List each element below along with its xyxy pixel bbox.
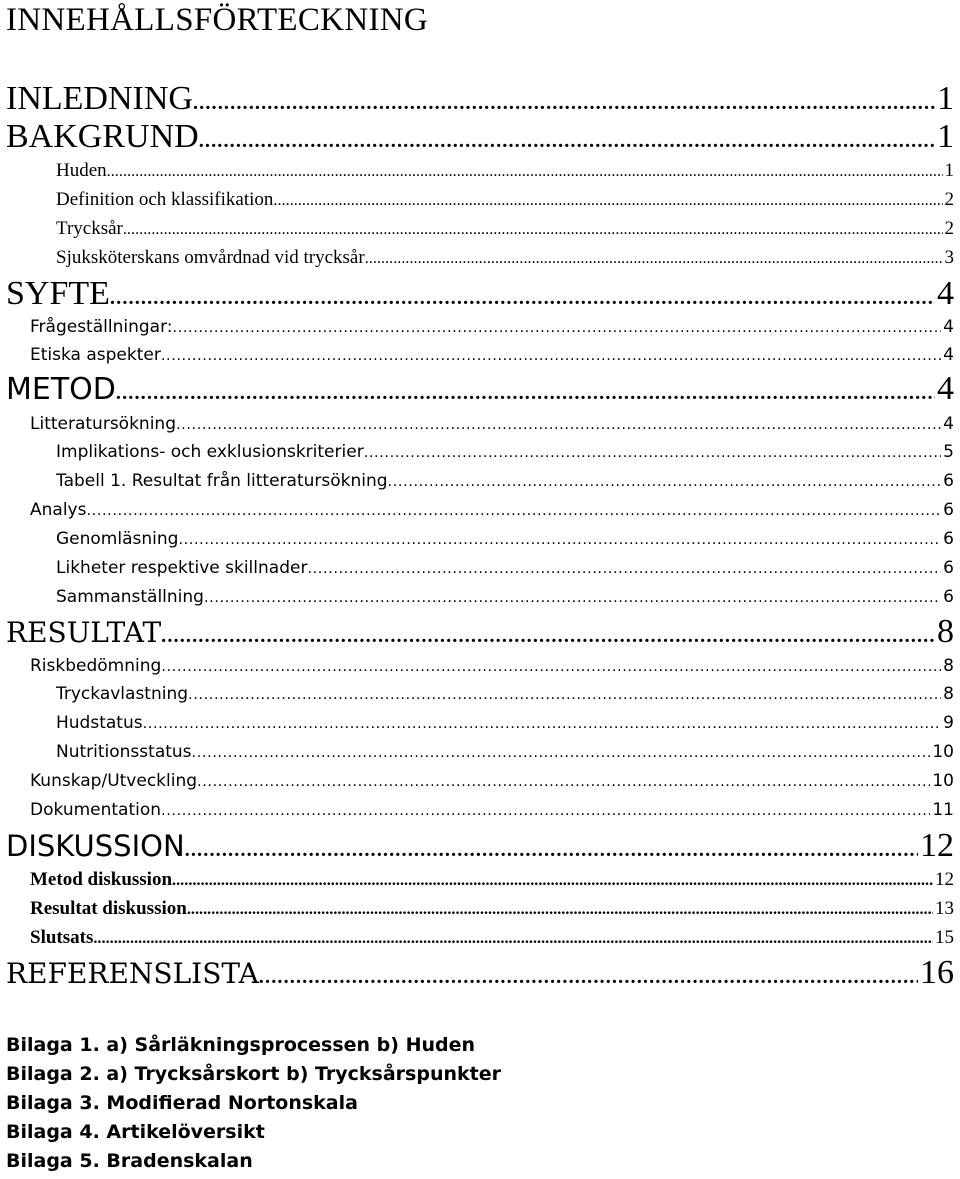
dot-leader bbox=[176, 411, 941, 438]
dot-leader bbox=[259, 958, 918, 992]
dot-leader bbox=[161, 653, 941, 680]
toc-page-number: 6 bbox=[943, 471, 954, 491]
toc-entry-tabell-1[interactable] bbox=[56, 467, 954, 495]
dot-leader bbox=[172, 867, 933, 894]
toc-label: Tabell 1. Resultat från litteratursökning bbox=[56, 471, 388, 491]
toc-entry-likheter[interactable] bbox=[56, 554, 954, 582]
dot-leader bbox=[172, 314, 941, 341]
toc-label: Slutsats bbox=[30, 927, 94, 948]
toc-page-number: 6 bbox=[943, 500, 954, 520]
toc-page-number: 2 bbox=[944, 189, 954, 210]
toc-label: Etiska aspekter bbox=[30, 345, 161, 365]
toc-page-number: 8 bbox=[943, 684, 954, 704]
toc-page-number: 4 bbox=[937, 370, 954, 407]
toc-entry-huden[interactable] bbox=[56, 157, 954, 185]
toc-label: Likheter respektive skillnader bbox=[56, 558, 308, 578]
toc-entry-fragestallningar[interactable] bbox=[30, 313, 954, 341]
toc-entry-litteratursokning[interactable] bbox=[30, 410, 954, 438]
dot-leader bbox=[110, 279, 935, 313]
toc-page-number: 12 bbox=[920, 827, 954, 864]
toc-entry-implikations[interactable] bbox=[56, 438, 954, 466]
toc-page-number: 1 bbox=[937, 118, 954, 155]
toc-label: Hudstatus bbox=[56, 713, 143, 733]
toc-page-number: 15 bbox=[935, 927, 954, 948]
toc-label: Sammanställning bbox=[56, 587, 204, 607]
appendix-item: Bilaga 2. a) Trycksårskort b) Trycksårspunkter bbox=[6, 1063, 501, 1085]
dot-leader bbox=[197, 768, 930, 795]
toc-label: DISKUSSION bbox=[6, 829, 185, 863]
toc-page-number: 4 bbox=[937, 275, 954, 312]
dot-leader bbox=[116, 374, 935, 408]
toc-label: Huden bbox=[56, 160, 107, 181]
dot-leader bbox=[93, 925, 933, 952]
appendix-item: Bilaga 4. Artikelöversikt bbox=[6, 1121, 265, 1143]
toc-label: INLEDNING bbox=[6, 80, 193, 117]
toc-entry-sammanstallning[interactable] bbox=[56, 583, 954, 611]
toc-page-number: 4 bbox=[943, 414, 954, 434]
toc-entry-trycksar[interactable] bbox=[56, 215, 954, 243]
toc-entry-definition[interactable] bbox=[56, 186, 954, 214]
toc-page-number: 11 bbox=[932, 800, 954, 820]
toc-label: Analys bbox=[30, 500, 87, 520]
toc-label: METOD bbox=[6, 372, 116, 407]
toc-label: RESULTAT bbox=[6, 616, 162, 649]
toc-entry-resultat[interactable] bbox=[6, 613, 954, 651]
toc-page-number: 12 bbox=[935, 869, 954, 890]
toc-entry-etiska-aspekter[interactable] bbox=[30, 341, 954, 369]
toc-label: BAKGRUND bbox=[6, 118, 199, 155]
dot-leader bbox=[86, 497, 941, 524]
toc-page-number: 9 bbox=[943, 713, 954, 733]
dot-leader bbox=[188, 681, 941, 708]
toc-page-number: 8 bbox=[943, 656, 954, 676]
dot-leader bbox=[365, 245, 943, 272]
toc-page-number: 2 bbox=[944, 218, 954, 239]
toc-entry-bakgrund[interactable] bbox=[6, 118, 954, 156]
toc-entry-inledning[interactable] bbox=[6, 80, 954, 118]
toc-page-number: 10 bbox=[932, 742, 954, 762]
toc-entry-tryckavlastning[interactable] bbox=[56, 680, 954, 708]
dot-leader bbox=[161, 342, 941, 369]
dot-leader bbox=[273, 187, 942, 214]
toc-entry-slutsats[interactable] bbox=[30, 924, 954, 952]
toc-entry-diskussion[interactable] bbox=[6, 827, 954, 865]
toc-entry-resultat-diskussion[interactable] bbox=[30, 895, 954, 923]
dot-leader bbox=[364, 439, 941, 466]
toc-page-number: 4 bbox=[943, 317, 954, 337]
dot-leader bbox=[185, 831, 918, 865]
toc-entry-metod[interactable] bbox=[6, 370, 954, 408]
toc-page-number: 13 bbox=[935, 898, 954, 919]
toc-page-number: 10 bbox=[932, 771, 954, 791]
toc-label: Sjuksköterskans omvårdnad vid trycksår bbox=[56, 247, 365, 268]
dot-leader bbox=[107, 158, 943, 185]
toc-page-number: 6 bbox=[943, 558, 954, 578]
dot-leader bbox=[199, 122, 935, 156]
toc-label: Nutritionsstatus bbox=[56, 742, 192, 762]
toc-entry-dokumentation[interactable] bbox=[30, 796, 954, 824]
dot-leader bbox=[307, 555, 941, 582]
toc-label: Riskbedömning bbox=[30, 656, 162, 676]
dot-leader bbox=[192, 739, 931, 766]
dot-leader bbox=[193, 84, 935, 118]
toc-entry-metod-diskussion[interactable] bbox=[30, 866, 954, 894]
toc-label: Frågeställningar: bbox=[30, 317, 173, 337]
appendix-item: Bilaga 5. Bradenskalan bbox=[6, 1150, 253, 1172]
toc-page-number: 4 bbox=[943, 345, 954, 365]
dot-leader bbox=[204, 584, 941, 611]
toc-page-number: 3 bbox=[944, 247, 954, 268]
toc-label: Genomläsning bbox=[56, 529, 179, 549]
toc-label: Metod diskussion bbox=[30, 869, 173, 890]
dot-leader bbox=[143, 710, 942, 737]
toc-label: Litteratursökning bbox=[30, 414, 176, 434]
toc-page-number: 5 bbox=[943, 442, 954, 462]
toc-label: SYFTE bbox=[6, 275, 110, 312]
toc-label: REFERENSLISTA bbox=[6, 957, 259, 990]
toc-entry-nutritionsstatus[interactable] bbox=[56, 738, 954, 766]
toc-entry-sjukskoterskans-omvardnad[interactable] bbox=[56, 244, 954, 272]
toc-label: Kunskap/Utveckling bbox=[30, 771, 198, 791]
dot-leader bbox=[161, 617, 935, 651]
appendix-item: Bilaga 1. a) Sårläkningsprocessen b) Huden bbox=[6, 1034, 476, 1056]
toc-page-number: 6 bbox=[943, 529, 954, 549]
toc-page-number: 8 bbox=[937, 613, 954, 650]
toc-label: Implikations- och exklusionskriterier bbox=[56, 442, 364, 462]
appendix-item: Bilaga 3. Modifierad Nortonskala bbox=[6, 1092, 358, 1114]
toc-entry-referenslista[interactable] bbox=[6, 954, 954, 992]
toc-entry-kunskap-utveckling[interactable] bbox=[30, 767, 954, 795]
toc-entry-genomlasning[interactable] bbox=[56, 525, 954, 553]
toc-entry-syfte[interactable] bbox=[6, 275, 954, 313]
toc-label: Trycksår bbox=[56, 218, 123, 239]
toc-label: Dokumentation bbox=[30, 800, 162, 820]
toc-entry-hudstatus[interactable] bbox=[56, 709, 954, 737]
toc-label: Definition och klassifikation bbox=[56, 189, 274, 210]
toc-entry-analys[interactable] bbox=[30, 496, 954, 524]
page-title: INNEHÅLLSFÖRTECKNING bbox=[6, 2, 428, 38]
toc-page-number: 1 bbox=[937, 80, 954, 117]
dot-leader bbox=[388, 468, 942, 495]
dot-leader bbox=[123, 216, 943, 243]
toc-entry-riskbedomning[interactable] bbox=[30, 652, 954, 680]
toc-page-number: 6 bbox=[943, 587, 954, 607]
toc-label: Resultat diskussion bbox=[30, 898, 187, 919]
toc-page-number: 16 bbox=[920, 954, 954, 991]
toc-page-number: 1 bbox=[944, 160, 954, 181]
dot-leader bbox=[187, 896, 933, 923]
dot-leader bbox=[161, 797, 930, 824]
toc-label: Tryckavlastning bbox=[56, 684, 189, 704]
dot-leader bbox=[178, 526, 941, 553]
